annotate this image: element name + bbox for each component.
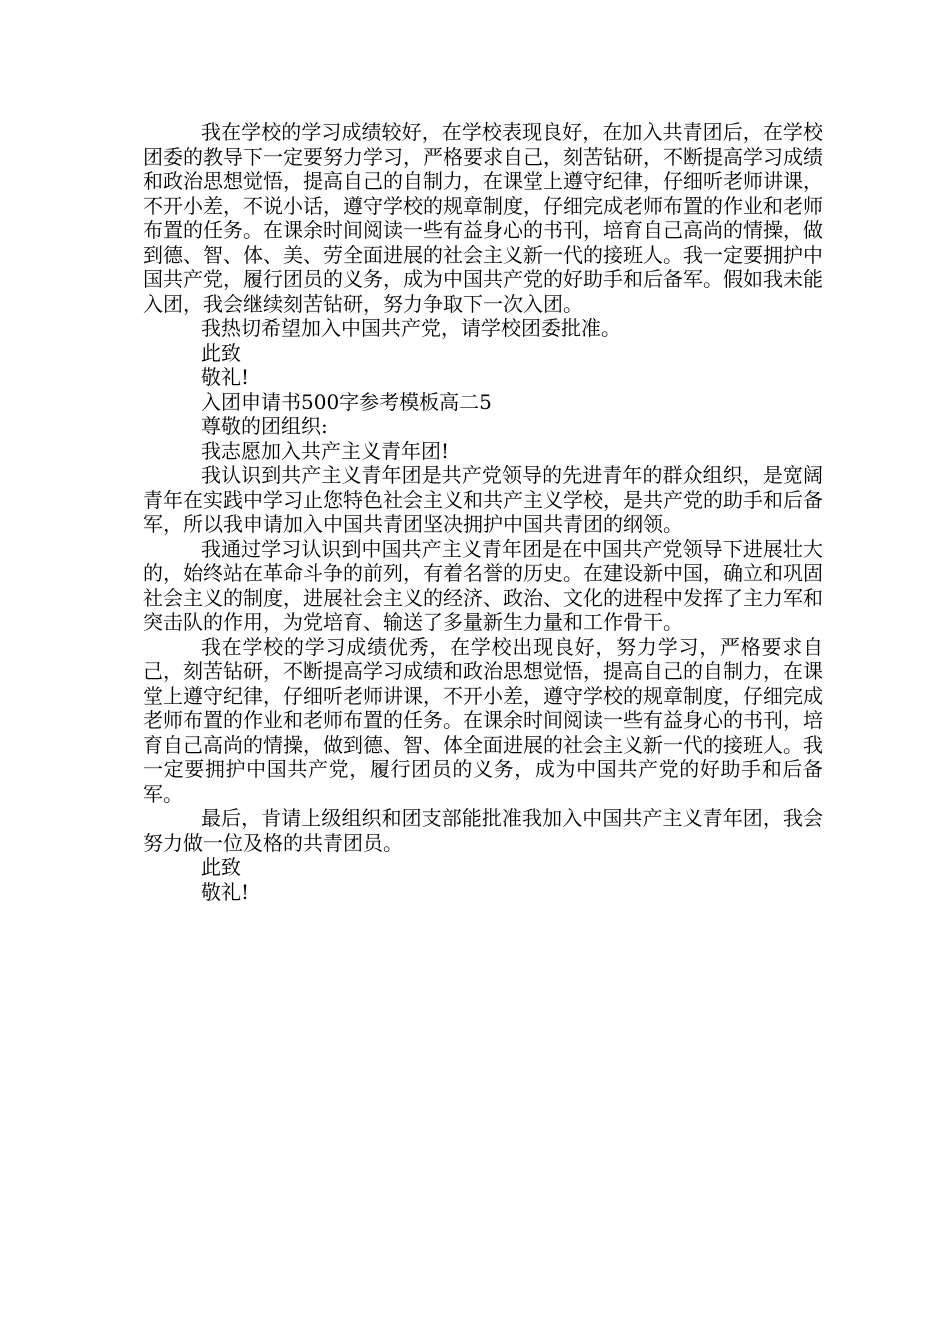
- closing-regards: 敬礼!: [201, 365, 250, 389]
- greeting: 尊敬的团组织:: [201, 414, 328, 438]
- paragraph-history: 我通过学习认识到中国共产主义青年团是在中国共产党领导下进展壮大的，始终站在革命斗争的前列，有着名誉的历史。在建设新中国，确立和巩固社会主义的制度，进展社会主义的经济、政治、文化的进程中发挥了主力军和突击队的作用，为党培育、输送了多量新生力量和工作骨干。: [143, 536, 823, 634]
- paragraph-final-request: 最后，肯请上级组织和团支部能批准我加入中国共产主义青年团，我会努力做一位及格的共青团员。: [143, 806, 823, 855]
- section-heading: 入团申请书500字参考模板高二5: [201, 389, 492, 414]
- document-body: [143, 120, 823, 904]
- paragraph-understanding: 我认识到共产主义青年团是共产党领导的先进青年的群众组织，是宽阔青年在实践中学习止您特色社会主义和共产主义学校，是共产党的助手和后备军，所以我申请加入中国共青团坚决拥护中国共青团的纲领。: [143, 463, 823, 536]
- closing-salutation: 此致: [201, 340, 241, 365]
- paragraph-personal-performance: 我在学校的学习成绩优秀，在学校出现良好，努力学习，严格要求自己，刻苦钻研，不断提高学习成绩和政治思想觉悟，提高自己的自制力，在课堂上遵守纪律，仔细听老师讲课，不开小差，遵守学校的规章制度，仔细完成老师布置的作业和老师布置的任务。在课余时间阅读一些有益身心的书刊，培育自己高尚的情操，做到德、智、体全面进展的社会主义新一代的接班人。我一定要拥护中国共产党，履行团员的义务，成为中国共产党的好助手和后备军。: [143, 634, 823, 806]
- paragraph-study-performance: 我在学校的学习成绩较好，在学校表现良好，在加入共青团后，在学校团委的教导下一定要努力学习，严格要求自己，刻苦钻研，不断提高学习成绩和政治思想觉悟，提高自己的自制力，在课堂上遵守纪律，仔细听老师讲课，不开小差，不说小话，遵守学校的规章制度，仔细完成老师布置的作业和老师布置的任务。在课余时间阅读一些有益身心的书刊，培育自己高尚的情操，做到德、智、体、美、劳全面进展的社会主义新一代的接班人。我一定要拥护中国共产党，履行团员的义务，成为中国共产党的好助手和后备军。假如我未能入团，我会继续刻苦钻研，努力争取下一次入团。: [143, 120, 823, 316]
- closing-salutation-2: 此致: [201, 855, 241, 879]
- closing-regards-2: 敬礼!: [201, 879, 250, 904]
- paragraph-volunteer-statement: 我志愿加入共产主义青年团!: [201, 438, 450, 463]
- paragraph-request-approval: 我热切希望加入中国共产党，请学校团委批准。: [201, 316, 621, 340]
